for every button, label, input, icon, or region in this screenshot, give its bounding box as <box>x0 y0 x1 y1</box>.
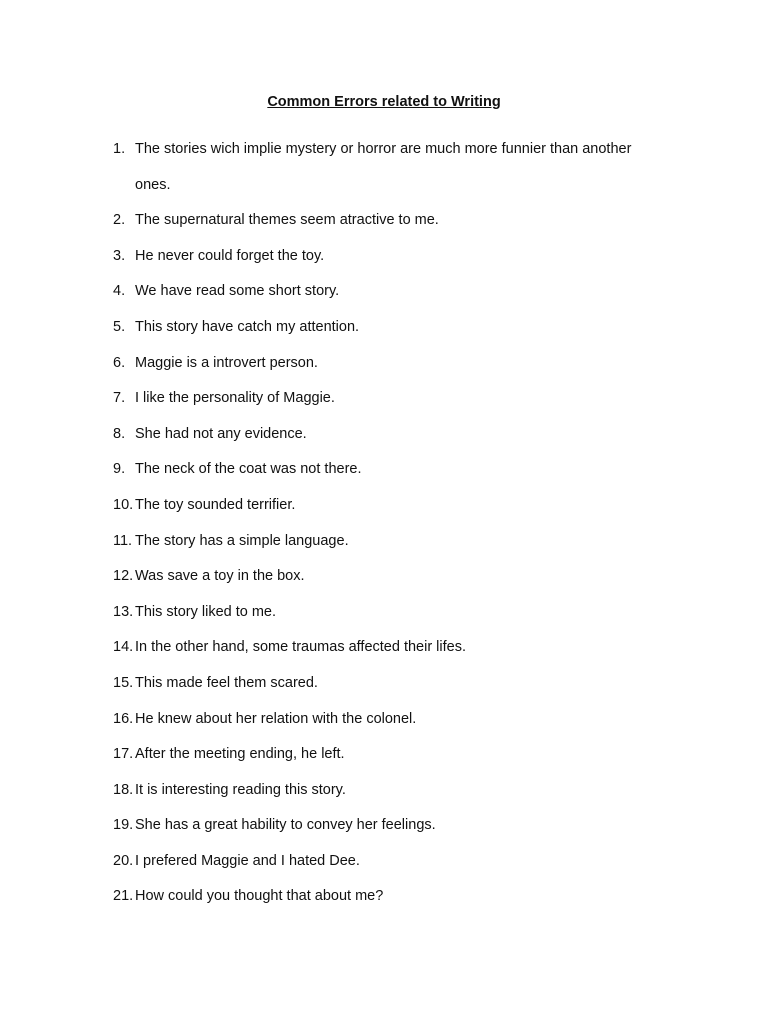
item-number: 5. <box>113 318 126 335</box>
item-number: 2. <box>113 212 126 229</box>
item-number: 3. <box>113 247 126 264</box>
item-number: 13. <box>113 603 134 620</box>
item-number: 17. <box>113 746 134 763</box>
item-number: 9. <box>113 461 126 478</box>
list-item <box>0 773 768 809</box>
item-text: He never could forget the toy. <box>135 247 325 264</box>
item-number: 8. <box>113 425 126 442</box>
list-item <box>0 737 768 773</box>
item-text: This story have catch my attention. <box>135 318 360 335</box>
list-item <box>0 274 768 310</box>
item-text: The neck of the coat was not there. <box>135 461 362 478</box>
item-text: I like the personality of Maggie. <box>135 390 335 407</box>
list-item <box>0 346 768 382</box>
item-text: How could you thought that about me? <box>135 888 384 905</box>
item-text: In the other hand, some traumas affected their lifes. <box>135 639 467 656</box>
list-item <box>0 203 768 239</box>
list-item <box>0 239 768 275</box>
item-number: 12. <box>113 568 134 585</box>
list-item <box>0 132 768 203</box>
error-list <box>0 132 768 915</box>
item-text: The stories wich implie mystery or horror are much more funnier than another ones. <box>135 141 632 193</box>
list-item <box>0 808 768 844</box>
item-text: We have read some short story. <box>135 283 340 300</box>
item-number: 10. <box>113 496 134 513</box>
item-text: This made feel them scared. <box>135 674 318 691</box>
item-number: 6. <box>113 354 126 371</box>
item-number: 15. <box>113 674 134 691</box>
item-text: This story liked to me. <box>135 603 277 620</box>
list-item <box>0 488 768 524</box>
item-number: 21. <box>113 888 134 905</box>
item-text: The toy sounded terrifier. <box>135 496 296 513</box>
item-number: 1. <box>113 141 126 157</box>
list-item <box>0 381 768 417</box>
list-item <box>0 524 768 560</box>
list-item <box>0 310 768 346</box>
item-number: 14. <box>113 639 134 656</box>
list-item <box>0 844 768 880</box>
item-number: 11. <box>113 532 133 549</box>
item-number: 16. <box>113 710 134 727</box>
list-item <box>0 879 768 915</box>
item-text: It is interesting reading this story. <box>135 781 346 798</box>
list-item <box>0 417 768 453</box>
list-item <box>0 630 768 666</box>
item-text: Maggie is a introvert person. <box>135 354 318 371</box>
list-item <box>0 452 768 488</box>
item-text: The story has a simple language. <box>135 532 349 549</box>
list-item <box>0 702 768 738</box>
item-text: After the meeting ending, he left. <box>135 746 345 763</box>
item-number: 7. <box>113 390 126 407</box>
item-text: She has a great hability to convey her feelings. <box>135 817 436 834</box>
list-item <box>0 666 768 702</box>
list-item <box>0 559 768 595</box>
item-text: I prefered Maggie and I hated Dee. <box>135 852 360 869</box>
item-number: 18. <box>113 781 134 798</box>
item-text: Was save a toy in the box. <box>135 568 305 585</box>
item-number: 20. <box>113 852 134 869</box>
item-text: He knew about her relation with the colonel. <box>135 710 417 727</box>
item-text: She had not any evidence. <box>135 425 307 442</box>
item-number: 4. <box>113 283 126 300</box>
document-title: Common Errors related to Writing <box>267 94 501 110</box>
item-text: The supernatural themes seem atractive to me. <box>135 212 439 229</box>
list-item <box>0 595 768 631</box>
item-number: 19. <box>113 817 134 834</box>
